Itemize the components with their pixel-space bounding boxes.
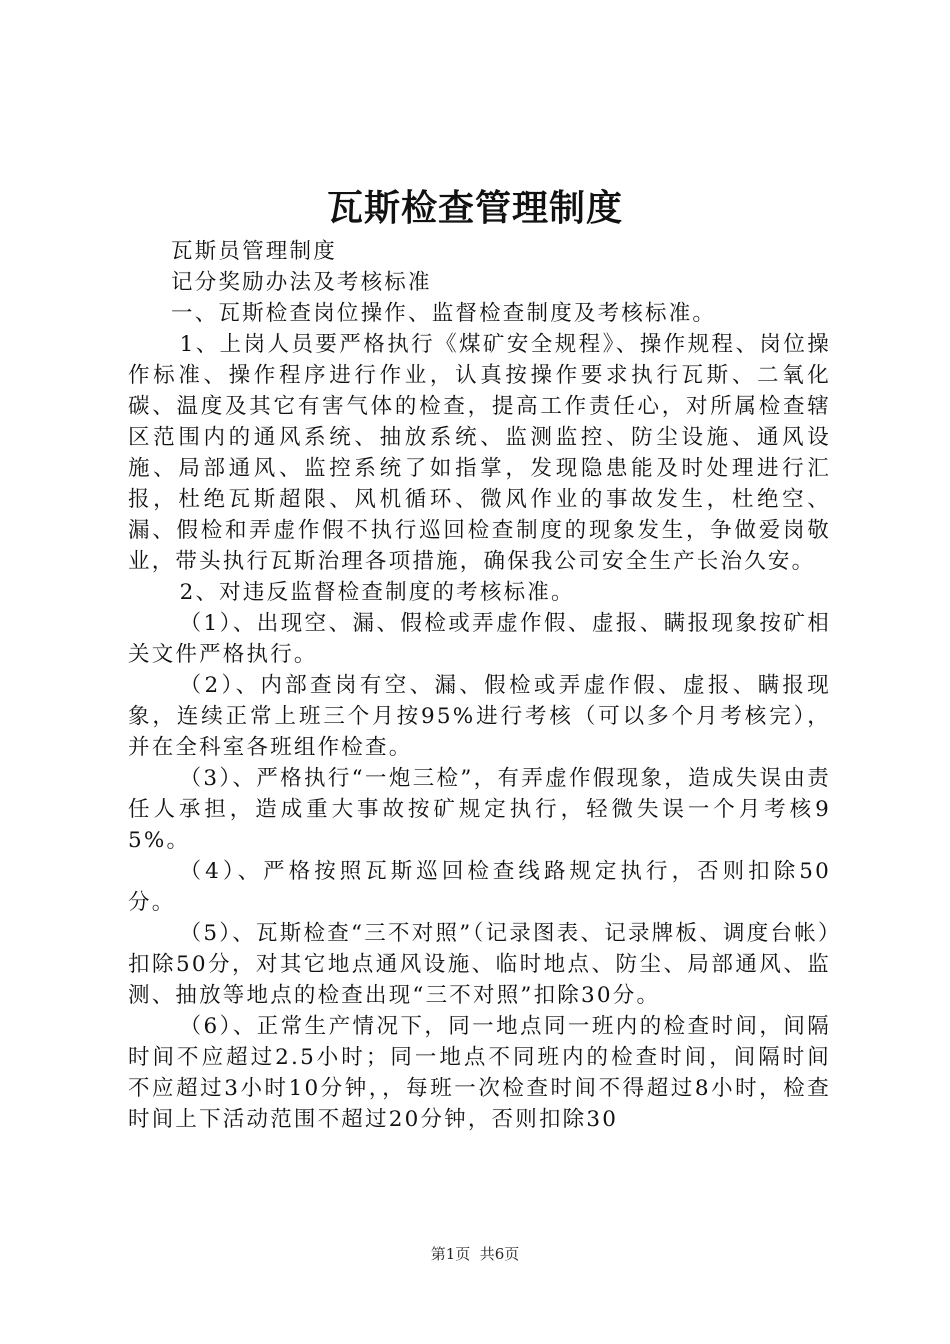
- paragraph-sub-item-3: （3）、严格执行“一炮三检”，有弄虚作假现象，造成失误由责任人承担，造成重大事故按矿规定执行，轻微失误一个月考核95%。: [128, 766, 831, 853]
- document-body: [128, 236, 831, 1135]
- paragraph-subtitle: 瓦斯员管理制度: [171, 239, 337, 264]
- document-title: 瓦斯检查管理制度: [326, 187, 623, 229]
- paragraph-sub-item-1: （1）、出现空、漏、假检或弄虚作假、虚报、瞒报现象按矿相关文件严格执行。: [128, 611, 831, 667]
- paragraph-item-1: 1、上岗人员要严格执行《煤矿安全规程》、操作规程、岗位操作标准、操作程序进行作业，认真按操作要求执行瓦斯、二氧化碳、温度及其它有害气体的检查，提高工作责任心，对所属检查辖区范围内的通风系统、抽放系统、监测监控、防尘设施、通风设施、局部通风、监控系统了如指掌，发现隐患能及时处理进行汇报，杜绝瓦斯超限、风机循环、微风作业的事故发生，杜绝空、漏、假检和弄虚作假不执行巡回检查制度的现象发生，争做爱岗敬业，带头执行瓦斯治理各项措施，确保我公司安全生产长治久安。: [128, 332, 831, 574]
- paragraph-item-2: 2、对违反监督检查制度的考核标准。: [179, 580, 575, 605]
- paragraph-sub-item-2: （2）、内部查岗有空、漏、假检或弄虚作假、虚报、瞒报现象，连续正常上班三个月按95%进行考核（可以多个月考核完），并在全科室各班组作检查。: [128, 673, 831, 760]
- paragraph-sub-item-4: （4）、严格按照瓦斯巡回检查线路规定执行，否则扣除50分。: [128, 859, 831, 915]
- paragraph-scoring-method: 记分奖励办法及考核标准: [171, 270, 432, 295]
- paragraph-sub-item-5: （5）、瓦斯检查“三不对照”（记录图表、记录牌板、调度台帐）扣除50分，对其它地点通风设施、临时地点、防尘、局部通风、监测、抽放等地点的检查出现“三不对照”扣除30分。: [128, 921, 831, 1008]
- paragraph-sub-item-6: （6）、正常生产情况下，同一地点同一班内的检查时间，间隔时间不应超过2.5小时；同一地点不同班内的检查时间，间隔时间不应超过3小时10分钟，，每班一次检查时间不得超过8小时，检查时间上下活动范围不超过20分钟，否则扣除30: [128, 1014, 831, 1132]
- paragraph-section-heading: 一、瓦斯检查岗位操作、监督检查制度及考核标准。: [171, 301, 717, 326]
- page-footer: [0, 1243, 950, 1265]
- page-number-label: 第1页 共6页: [430, 1245, 520, 1263]
